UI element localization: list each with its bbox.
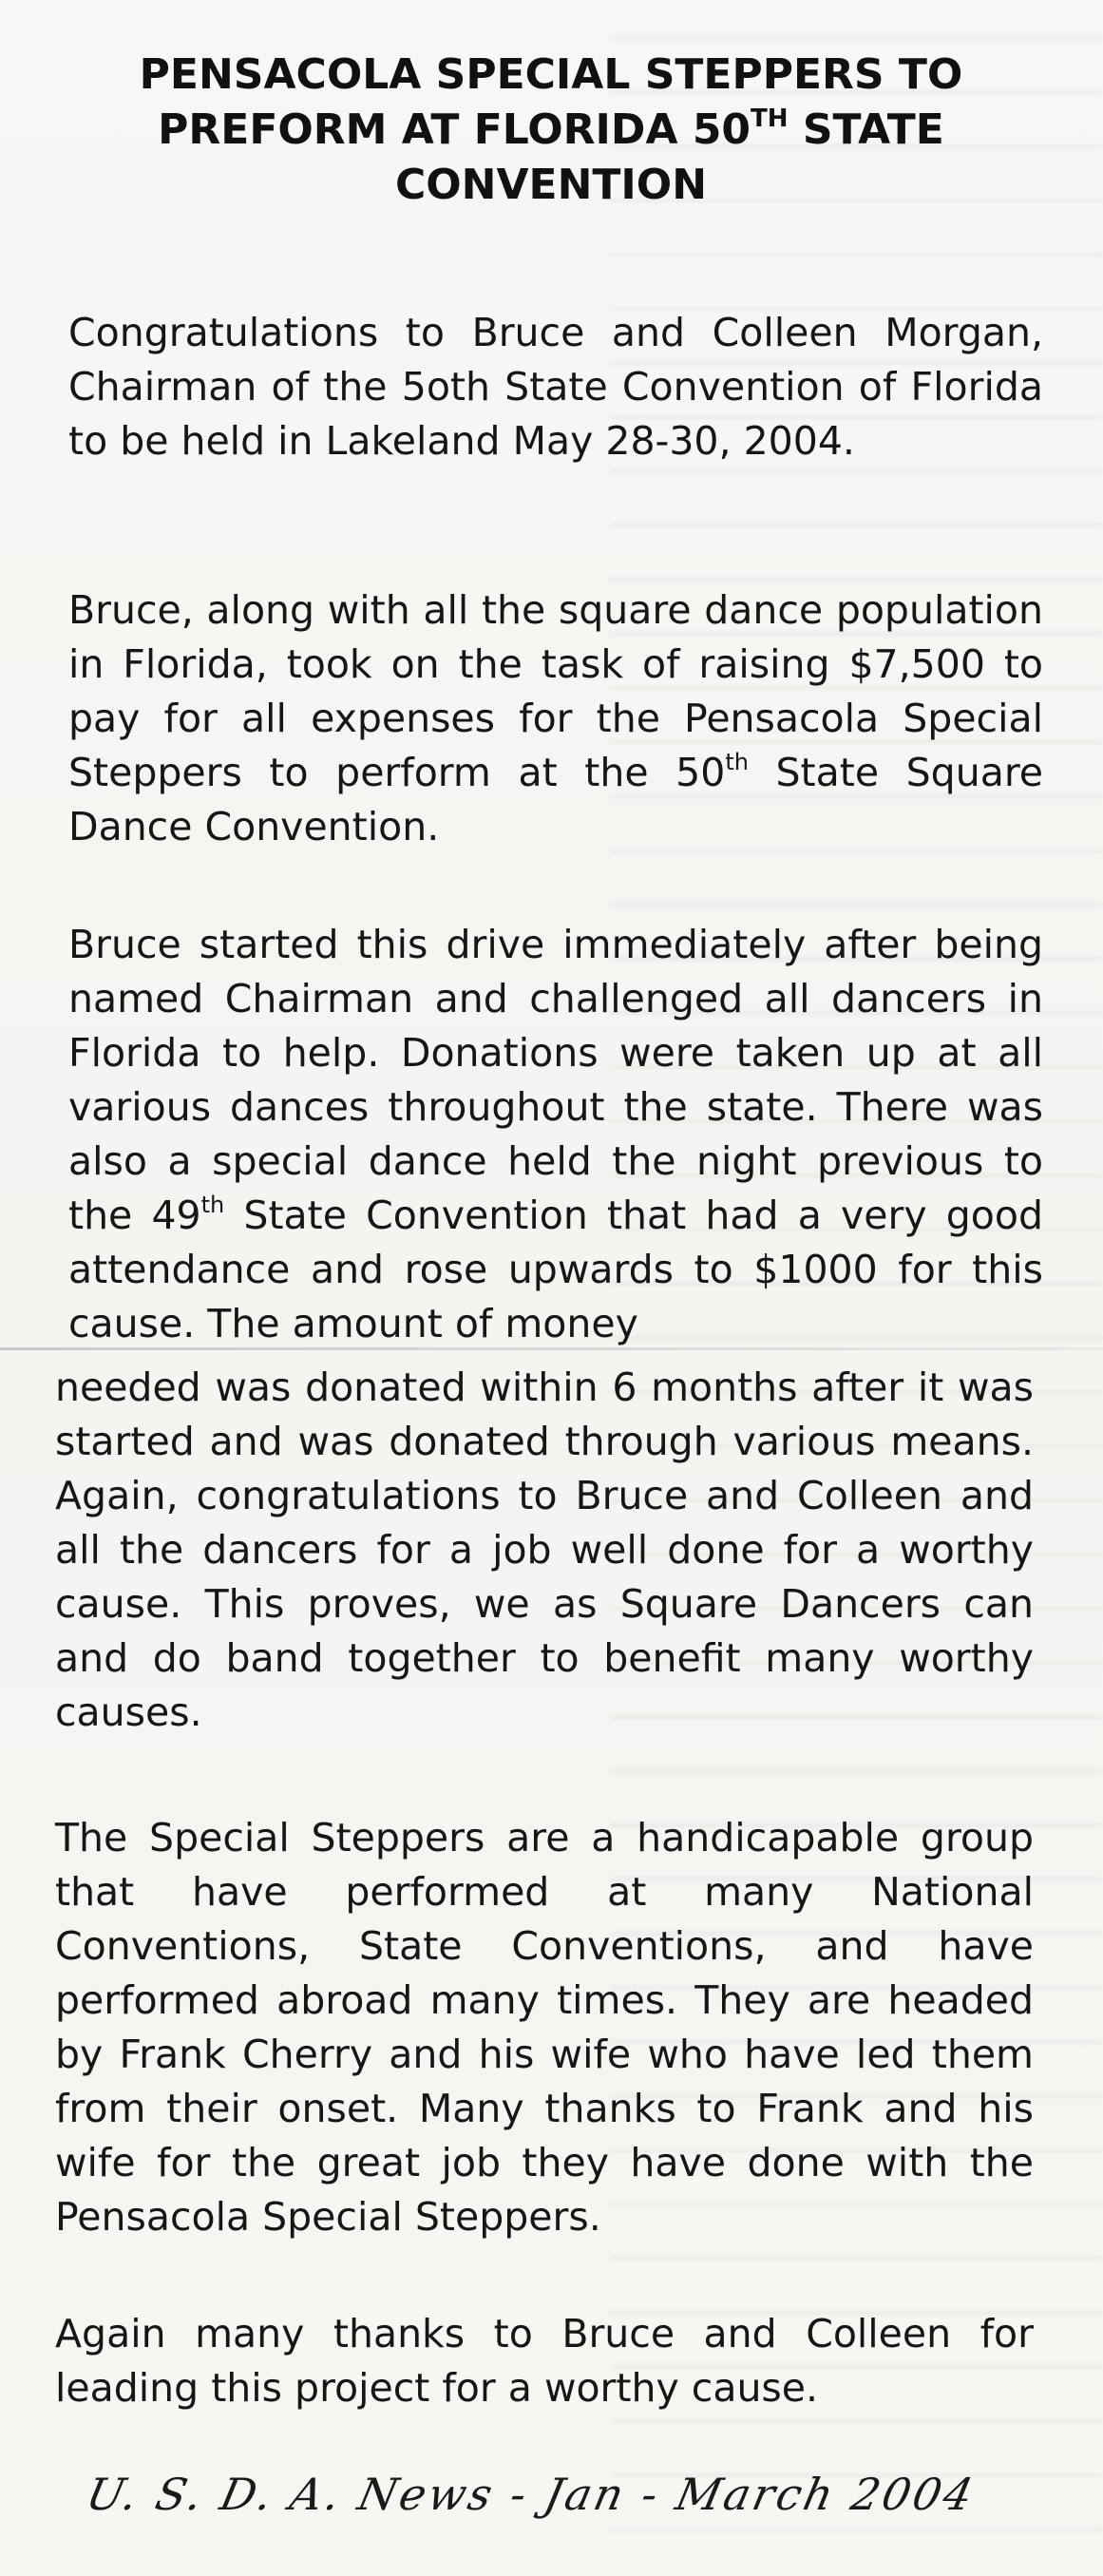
article-headline <box>38 48 1064 213</box>
headline-superscript: TH <box>751 105 789 134</box>
paragraph-congratulations: Congratulations to Bruce and Colleen Morgan, Chairman of the 5oth State Convention of Florida to be held in Lakeland May 28-30, 2004. <box>68 310 1043 464</box>
paragraph-donation-drive-continued: needed was donated within 6 months after it was started and was donated through various means. Again, congratulations to Bruce and Colleen and all the dancers for a job well done for a worthy cause. This proves, we as Square Dancers can and do band together to benefit many worthy causes. <box>55 1364 1034 1735</box>
paragraph-3-text-middle: State Convention that had a very good attendance and rose upwards to $1000 for this cause. The amount of money <box>68 1193 1043 1346</box>
paragraph-donation-drive <box>68 918 1043 1351</box>
paragraph-special-steppers-group: The Special Steppers are a handicapable group that have performed at many National Conventions, State Conventions, and have performed abroad many times. They are headed by Frank Cherry and his wife who have led them from their onset. Many thanks to Frank and his wife for the great job they have done with the Pensacola Special Steppers. <box>55 1815 1034 2240</box>
paragraph-2-superscript: th <box>725 749 749 776</box>
headline-text-end: STATE CONVENTION <box>394 105 944 209</box>
headline-text-start: PENSACOLA SPECIAL STEPPERS TO PREFORM AT FLORIDA 50 <box>139 50 963 154</box>
paragraph-3-text-start: Bruce started this drive immediately after being named Chairman and challenged all dancers in Florida to help. Donations were taken up at all various dances throughout the state. There was also a special dance held the night previous to the 49 <box>68 922 1043 1238</box>
paragraph-fundraising-task <box>68 583 1043 854</box>
paragraph-closing-thanks: Again many thanks to Bruce and Colleen for leading this project for a worthy cause. <box>55 2311 1034 2411</box>
paragraph-2-text-start: Bruce, along with all the square dance population in Florida, took on the task of raising $7,500 to pay for all expenses for the Pensacola Special Steppers to perform at the 50 <box>68 587 1043 795</box>
handwritten-source-note: U. S. D. A. News - Jan - March 2004 <box>82 2469 980 2520</box>
paragraph-3-superscript: th <box>200 1192 225 1219</box>
paragraph-2-text-end: State Square Dance Convention. <box>68 750 1043 849</box>
